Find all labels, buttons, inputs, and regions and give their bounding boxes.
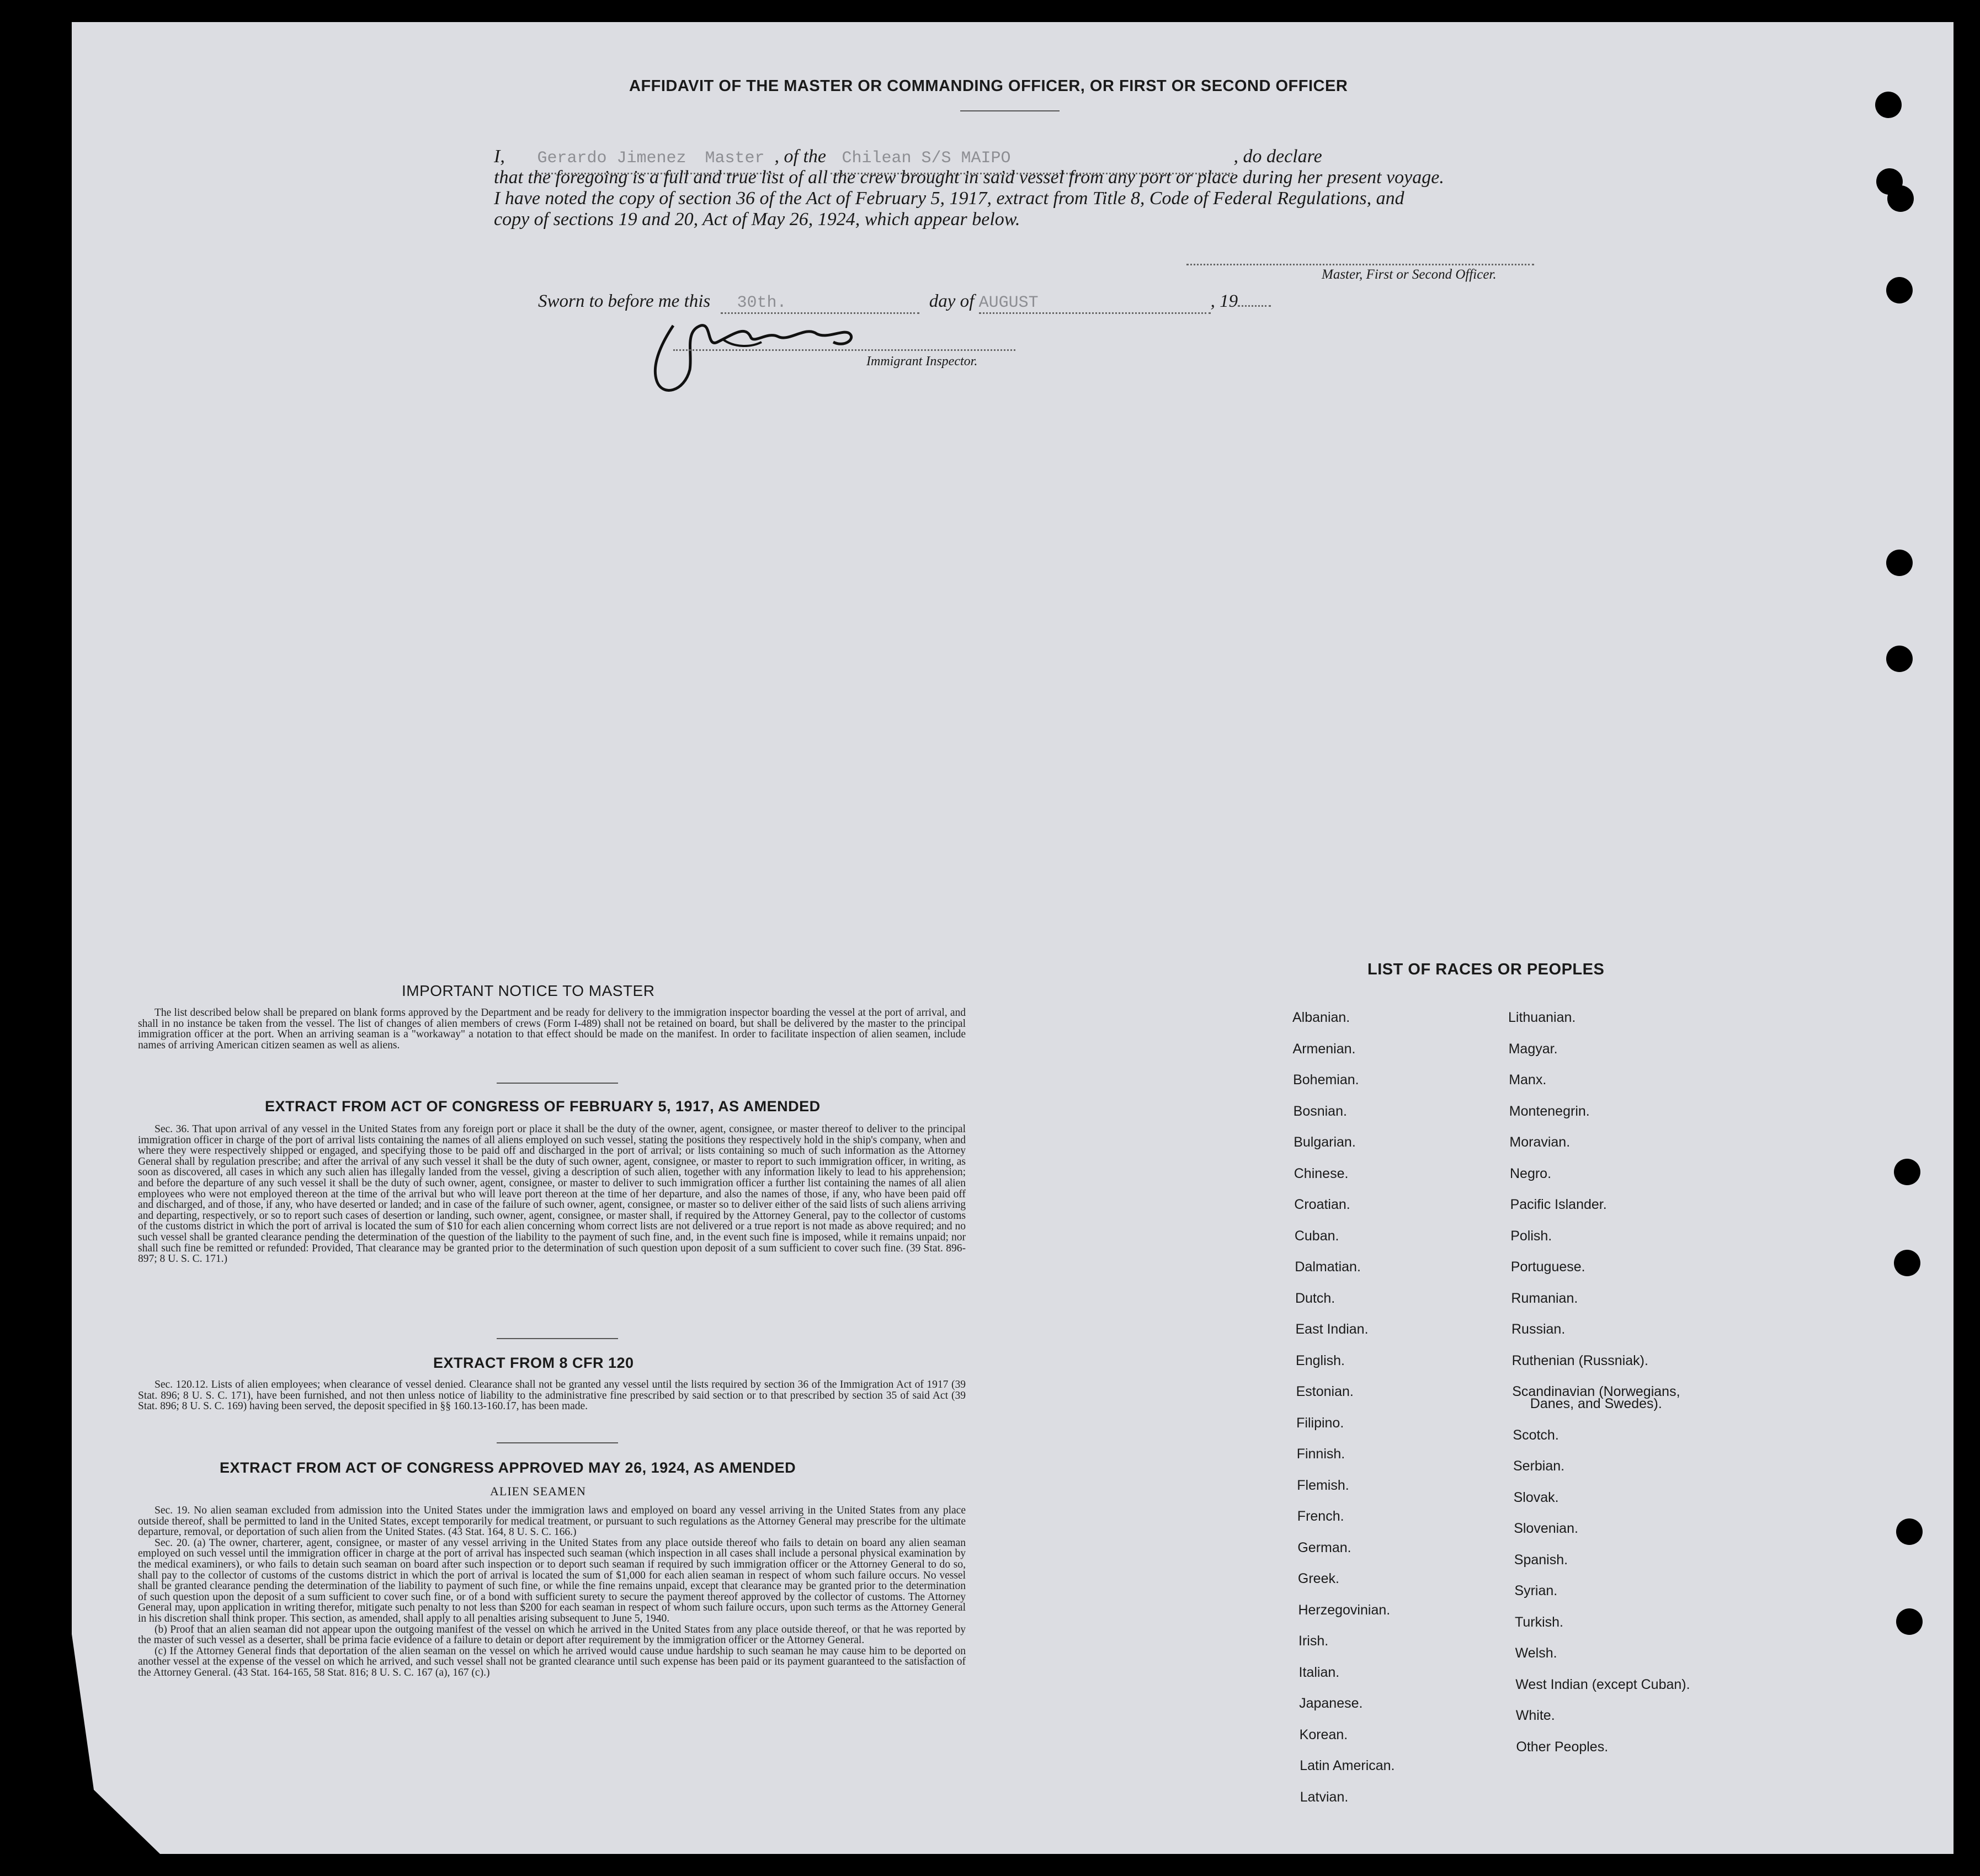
master-rank-field: Master <box>705 149 765 168</box>
race-item: Irish. <box>1298 1633 1329 1649</box>
race-item: Finnish. <box>1296 1446 1345 1462</box>
race-item: Bulgarian. <box>1294 1134 1356 1150</box>
extract-1917-text <box>138 1124 966 1265</box>
race-item: Scandinavian (Norwegians, <box>1512 1384 1680 1399</box>
race-item: Moravian. <box>1509 1134 1571 1150</box>
section-divider <box>497 1338 618 1339</box>
sec-20a-paragraph: Sec. 20. (a) The owner, charterer, agent, consignee, or master of any vessel arriving in the United States from any place outside thereof who fails to detain on board any alien seaman employed on such vessel until the immigration officer in charge at the port of arrival has inspected such seaman (which inspection in all cases shall include a personal physical examination by the medical examiners), or who fails to detain such seaman on board after such inspection or to deport such seaman if required by such immigration officer or the Attorney General to do so, shall pay to the collector of customs of the customs district in which the port of arrival is located the sum of $1,000 for each alien seaman in respect of whom such failure occurs. No vessel shall be granted clearance pending the determination of the liability to payment of such fine, or while the fine remains unpaid, except that clearance may be granted prior to the determination of such question upon the deposit of a sum sufficient to cover such fine, or of a bond with sufficient surety to secure the payment thereof approved by the collector of customs. The Attorney General may, upon application in writing therefor, mitigate such penalty to not less than $200 for each seaman in respect of whom such failure occurs, upon such terms as the Attorney General in his discretion shall think proper. This section, as amended, shall apply to all penalties arising subsequent to June 5, 1940. <box>138 1537 966 1624</box>
race-item: English. <box>1296 1352 1345 1368</box>
race-item: Estonian. <box>1296 1384 1354 1399</box>
race-item: Herzegovinian. <box>1298 1602 1391 1618</box>
race-item: Latin American. <box>1300 1758 1395 1773</box>
extract-1917-title: EXTRACT FROM ACT OF CONGRESS OF FEBRUARY 5, 1917, AS AMENDED <box>265 1098 821 1115</box>
race-item: Manx. <box>1509 1072 1547 1088</box>
punch-hole <box>1894 1159 1920 1185</box>
notice-title: IMPORTANT NOTICE TO MASTER <box>402 982 655 999</box>
master-name-field: Gerardo Jimenez <box>537 149 686 168</box>
race-item: Russian. <box>1511 1321 1566 1337</box>
race-item: White. <box>1515 1708 1555 1723</box>
race-item: German. <box>1297 1539 1351 1555</box>
extract-1924-text <box>138 1505 966 1678</box>
race-item: Magyar. <box>1508 1041 1558 1057</box>
race-item: West Indian (except Cuban). <box>1515 1676 1690 1692</box>
race-item: Italian. <box>1298 1664 1340 1680</box>
notice-text <box>138 1008 966 1051</box>
race-item: Slovak. <box>1513 1489 1559 1505</box>
punch-hole <box>1886 646 1913 672</box>
race-item: Japanese. <box>1299 1696 1363 1711</box>
punch-hole <box>1886 277 1913 303</box>
race-item: Lithuanian. <box>1508 1010 1576 1025</box>
extract-1924-title: EXTRACT FROM ACT OF CONGRESS APPROVED MAY 26, 1924, AS AMENDED <box>220 1459 796 1476</box>
race-item: Cuban. <box>1294 1228 1339 1244</box>
day-of-label: day of <box>929 291 975 311</box>
punch-hole <box>1894 1250 1920 1276</box>
sworn-month-field: AUGUST <box>978 294 1039 312</box>
race-item: Dalmatian. <box>1295 1259 1361 1275</box>
section-divider <box>497 1083 618 1084</box>
race-item: Rumanian. <box>1511 1290 1578 1306</box>
race-item: Flemish. <box>1297 1477 1349 1493</box>
race-item: Slovenian. <box>1514 1521 1578 1536</box>
races-title: LIST OF RACES OR PEOPLES <box>1367 961 1605 978</box>
declaration-line-2: that the foregoing is a full and true list of all the crew brought in said vessel from any port or place during her present voyage. <box>494 167 1444 188</box>
punch-hole <box>1886 550 1913 576</box>
race-item: Albanian. <box>1292 1010 1350 1025</box>
race-item: Korean. <box>1299 1726 1348 1742</box>
race-item: Polish. <box>1510 1228 1552 1244</box>
title-divider <box>960 110 1060 111</box>
race-item: Greek. <box>1297 1571 1339 1586</box>
extract-cfr-text <box>138 1379 966 1412</box>
race-item: Dutch. <box>1295 1290 1335 1306</box>
declaration-line-3: I have noted the copy of section 36 of the Act of February 5, 1917, extract from Title 8, Code of Federal Regulations, and <box>494 188 1404 209</box>
race-item: Spanish. <box>1514 1552 1568 1568</box>
sworn-prefix: Sworn to before me this <box>538 291 711 311</box>
declaration-pronoun: I, <box>494 146 505 167</box>
punch-hole <box>1896 1608 1923 1635</box>
inspector-caption: Immigrant Inspector. <box>866 354 978 369</box>
sworn-day-field: 30th. <box>737 294 787 312</box>
race-item: Bohemian. <box>1293 1072 1359 1088</box>
inspector-signature <box>640 309 877 403</box>
race-item: Turkish. <box>1515 1614 1563 1630</box>
race-item: Ruthenian (Russniak). <box>1511 1352 1648 1368</box>
of-the-label: , of the <box>774 146 826 167</box>
extract-1924-subtitle: ALIEN SEAMEN <box>490 1484 586 1498</box>
sec-20c-paragraph: (c) If the Attorney General finds that deportation of the alien seaman on the vessel on which he arrived would cause undue hardship to such seaman he may cause him to be deported on another vessel at the expense of the vessel on which he arrived, and such vessel shall not be granted clearance until such expense has been paid or its payment guaranteed to the satisfaction of the Attorney General. (43 Stat. 164-165, 58 Stat. 816; 8 U. S. C. 167 (a), 167 (c).) <box>138 1645 966 1678</box>
race-item: Filipino. <box>1296 1415 1344 1431</box>
race-item: Negro. <box>1510 1165 1552 1181</box>
master-signature-line <box>1186 264 1534 265</box>
vessel-field: Chilean S/S MAIPO <box>842 149 1011 168</box>
race-item: Other Peoples. <box>1516 1739 1609 1755</box>
do-declare-label: , do declare <box>1233 146 1322 167</box>
race-item: Scotch. <box>1513 1427 1559 1443</box>
affidavit-title: AFFIDAVIT OF THE MASTER OR COMMANDING OFFICER, OR FIRST OR SECOND OFFICER <box>629 77 1348 95</box>
race-item: Syrian. <box>1514 1583 1558 1598</box>
declaration-line-4: copy of sections 19 and 20, Act of May 26, 1924, which appear below. <box>494 209 1020 230</box>
race-item: Chinese. <box>1294 1165 1349 1181</box>
race-item: Croatian. <box>1294 1197 1350 1212</box>
notice-paragraph: The list described below shall be prepared on blank forms approved by the Department and be ready for delivery to the immigration inspector boarding the vessel at the port of arrival, and shall in no instance be taken from the vessel. The list of changes of alien members of crews (Form I-489) shall not be retained on board, but shall be delivered by the master to the principal immigration officer at the port. When an arriving seaman is a "workaway" a notation to that effect should be made on the manifest. In order to facilitate inspection of alien seamen, include names of arriving American citizen seamen as well as aliens. <box>138 1007 966 1051</box>
punch-hole <box>1896 1518 1923 1545</box>
race-item: East Indian. <box>1295 1321 1369 1337</box>
punch-hole <box>1875 92 1902 118</box>
extract-cfr-title: EXTRACT FROM 8 CFR 120 <box>433 1355 634 1371</box>
extract-cfr-paragraph: Sec. 120.12. Lists of alien employees; when clearance of vessel denied. Clearance shall not be granted any vessel until the lists required by section 36 of the Immigration Act of 1917 (39 Stat. 896; 8 U. S. C. 171), have been furnished, and not then unless notice of liability to the administrative fine prescribed by said section or to that prescribed by section 35 of said Act (39 Stat. 896; 8 U. S. C. 169) having been served, the deposit specified in §§ 160.13-160.17, has been made. <box>138 1379 966 1413</box>
race-item: Serbian. <box>1513 1458 1565 1474</box>
race-item: Montenegrin. <box>1509 1103 1590 1119</box>
race-item: Danes, and Swedes). <box>1530 1396 1662 1411</box>
race-item: Bosnian. <box>1293 1103 1347 1119</box>
extract-1917-paragraph: Sec. 36. That upon arrival of any vessel in the United States from any foreign port or place it shall be the duty of the owner, agent, consignee, or master thereof to deliver to the principal immigration officer in charge of the port of arrival lists containing the names of all aliens employed on such vessel, stating the positions they respectively hold in the ship's company, when and where they were respectively shipped or engaged, and specifying those to be paid off and discharged in the port of arrival; or lists containing so much of such information as the Attorney General shall by regulation prescribe; and after the arrival of any such vessel it shall be the duty of such owner, agent, consignee, or master to report to such immigration officer, in writing, as soon as discovered, all cases in which any such alien has illegally landed from the vessel, giving a description of such alien, together with any information likely to lead to his apprehension; and before the departure of any such vessel it shall be the duty of such owner, agent, consignee, or master to deliver to such immigration officer a further list containing the names of all alien employees who were not employed thereon at the time of the arrival but who will leave port thereon at the time of her departure, and also the names of those, if any, who have been paid off and discharged, and of those, if any, who have deserted or landed; and in case of the failure of such owner, agent, consignee, or master so to deliver either of the said lists of such aliens arriving and departing, respectively, or so to report such cases of desertion or landing, such owner, agent, consignee, or master shall, if required by the Attorney General, pay to the collector of customs of the customs district in which the port of arrival is located the sum of $10 for each alien concerning whom correct lists are not delivered or a true report is not made as above required; and no such vessel shall be granted clearance pending the determination of the question of the liability to the payment of such fine, and, in the event such fine is imposed, while it remains unpaid; nor shall such fine be remitted or refunded: Provided, That clearance may be granted prior to the determination of such question upon deposit of a sum sufficient to cover such fine. (39 Stat. 896-897; 8 U. S. C. 171.) <box>138 1123 966 1265</box>
race-item: Welsh. <box>1515 1645 1557 1661</box>
inspector-signature-line <box>673 349 1015 351</box>
master-caption: Master, First or Second Officer. <box>1322 267 1497 282</box>
race-item: French. <box>1297 1509 1344 1524</box>
race-item: Latvian. <box>1300 1789 1349 1805</box>
year-prefix: , 19 <box>1210 291 1238 311</box>
race-item: Portuguese. <box>1510 1259 1585 1275</box>
sec-19-paragraph: Sec. 19. No alien seaman excluded from admission into the United States under the immigration laws and employed on board any vessel arriving in the United States from any place outside thereof, shall be permitted to land in the United States, except temporarily for medical treatment, or pursuant to such regulations as the Attorney General may prescribe for the ultimate departure, removal, or deportation of such alien from the United States. (43 Stat. 164, 8 U. S. C. 166.) <box>138 1505 966 1538</box>
sec-20b-paragraph: (b) Proof that an alien seaman did not appear upon the outgoing manifest of the vessel on which he arrived in the United States from any place outside thereof, or that he was reported by the master of such vessel as a deserter, shall be prima facie evidence of a failure to detain or deport after requirement by the immigration officer or the Attorney General. <box>138 1623 966 1646</box>
race-item: Pacific Islander. <box>1510 1197 1607 1212</box>
punch-hole <box>1887 185 1914 212</box>
section-divider <box>497 1442 618 1443</box>
race-item: Armenian. <box>1292 1041 1356 1057</box>
